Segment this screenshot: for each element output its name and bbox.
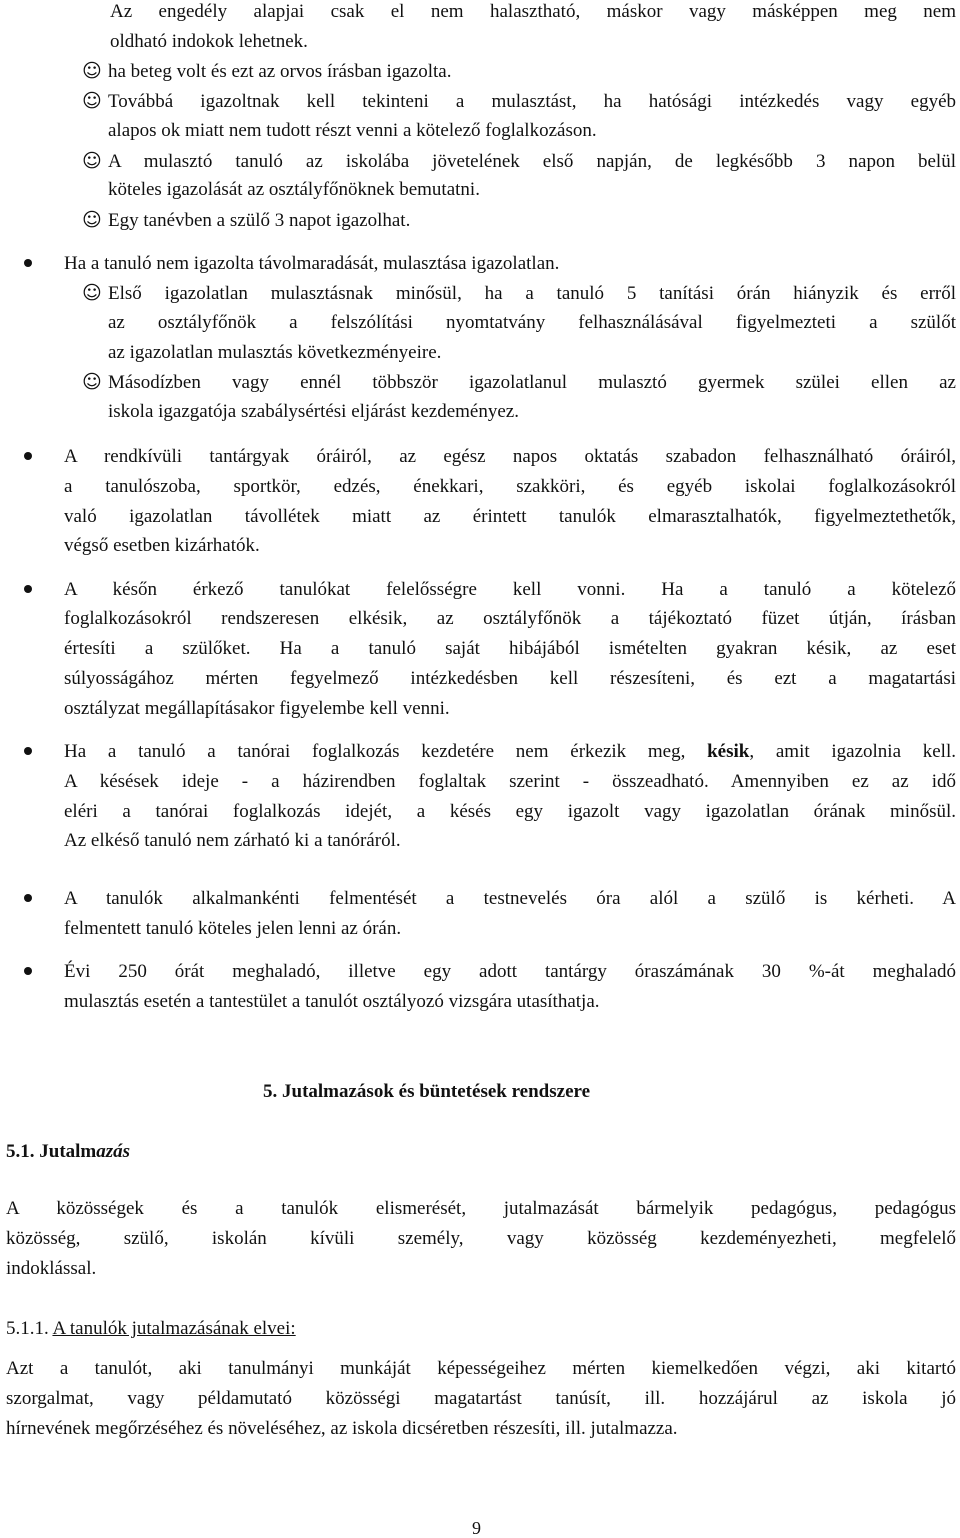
paragraph-line: A közösségek és a tanulók elismerését, jutalmazását bármelyik pedagógus, pedagógus xyxy=(6,1198,956,1219)
bullet-dot-icon xyxy=(24,585,32,593)
smiley-icon: ☺ xyxy=(82,150,102,172)
paragraph-line: Azt a tanulót, aki tanulmányi munkáját képességeihez mérten kiemelkedően végzi, aki kitartó xyxy=(6,1358,956,1379)
paragraph-line: köteles igazolását az osztályfőnöknek bemutatni. xyxy=(108,179,480,200)
bullet-text: Ha a tanuló nem igazolta távolmaradását, mulasztása igazolatlan. xyxy=(64,253,560,274)
smiley-item xyxy=(82,281,956,306)
bullet-dot-icon xyxy=(24,747,32,755)
text-run: Ha a tanuló a tanórai foglalkozás kezdetére nem érkezik meg, xyxy=(64,741,708,762)
smiley-icon: ☺ xyxy=(82,60,102,82)
bullet-text: Évi 250 órát meghaladó, illetve egy adott tantárgy óraszámának 30 %-át meghaladó xyxy=(64,961,956,982)
bullet-text: a tanulószoba, sportkör, edzés, énekkari, szakköri, és egyéb iskolai foglalkozásokról xyxy=(64,476,956,497)
smiley-item xyxy=(82,208,410,233)
bullet-dot-icon xyxy=(24,259,32,267)
bullet-text: mulasztás esetén a tantestület a tanulót osztályozó vizsgára utasíthatja. xyxy=(64,991,600,1012)
paragraph-line: hírnevének megőrzéséhez és növeléséhez, az iskola dicséretben részesíti, ill. jutalmazza. xyxy=(6,1418,678,1439)
smiley-icon: ☺ xyxy=(82,209,102,231)
heading-text-italic: azás xyxy=(96,1141,131,1162)
smiley-item xyxy=(82,59,451,84)
paragraph-line: Az engedély alapjai csak el nem halasztható, máskor vagy másképpen meg nem xyxy=(110,1,956,22)
paragraph-line: indoklással. xyxy=(6,1258,97,1279)
item-text: Első igazolatlan mulasztásnak minősül, ha a tanuló 5 tanítási órán hiányzik és erről xyxy=(108,283,956,304)
bullet-text: A késések ideje - a házirendben foglaltak szerint - összeadható. Amennyiben ez az idő xyxy=(64,771,956,792)
paragraph-line: az igazolatlan mulasztás következményeire. xyxy=(108,342,442,363)
bullet-text: A tanulók alkalmankénti felmentését a testnevelés óra alól a szülő is kérheti. A xyxy=(64,888,956,909)
bullet-text: foglalkozásokról rendszeresen elkésik, az osztályfőnök a tájékoztató füzet útján, írásban xyxy=(64,608,956,629)
item-text: Továbbá igazoltnak kell tekinteni a mulasztást, ha hatósági intézkedés vagy egyéb xyxy=(108,91,956,112)
smiley-icon: ☺ xyxy=(82,282,102,304)
section-title: A tanulók jutalmazásának elvei: xyxy=(52,1318,296,1339)
bullet-text: A későn érkező tanulókat felelősségre kell vonni. Ha a tanuló a kötelező xyxy=(64,579,956,600)
bullet-text: végső esetben kizárhatók. xyxy=(64,535,260,556)
bullet-text: Az elkéső tanuló nem zárható ki a tanóráról. xyxy=(64,830,401,851)
section-number: 5.1.1. xyxy=(6,1318,53,1339)
emphasis-text: késik xyxy=(707,741,750,762)
paragraph-line: oldható indokok lehetnek. xyxy=(110,31,308,52)
item-text: ha beteg volt és ezt az orvos írásban igazolta. xyxy=(108,61,452,82)
paragraph-line: közösség, szülő, iskolán kívüli személy, vagy közösség kezdeményezheti, megfelelő xyxy=(6,1228,956,1249)
paragraph-line: szorgalmat, vagy példamutató közösségi magatartást tanúsít, ill. hozzájárul az iskola jó xyxy=(6,1388,956,1409)
bullet-text: felmentett tanuló köteles jelen lenni az órán. xyxy=(64,918,402,939)
bullet-text: értesíti a szülőket. Ha a tanuló saját hibájából ismételten gyakran késik, az eset xyxy=(64,638,956,659)
bullet-dot-icon xyxy=(24,452,32,460)
bullet-text: eléri a tanórai foglalkozás idejét, a késés egy igazolt vagy igazolatlan órának minősül. xyxy=(64,801,956,822)
smiley-item xyxy=(82,89,956,114)
smiley-item xyxy=(82,149,956,174)
bullet-dot-icon xyxy=(24,967,32,975)
smiley-item xyxy=(82,370,956,395)
item-text: Másodízben vagy ennél többször igazolatlanul mulasztó gyermek szülei ellen az xyxy=(108,372,956,393)
text-run: , amit igazolnia kell. xyxy=(749,741,956,762)
paragraph-line: alapos ok miatt nem tudott részt venni a kötelező foglalkozáson. xyxy=(108,120,597,141)
bullet-text: osztályzat megállapításakor figyelembe kell venni. xyxy=(64,698,450,719)
bullet-dot-icon xyxy=(24,894,32,902)
item-text: A mulasztó tanuló az iskolába jövetelének első napján, de legkésőbb 3 napon belül xyxy=(108,151,956,172)
smiley-icon: ☺ xyxy=(82,90,102,112)
item-text: Egy tanévben a szülő 3 napot igazolhat. xyxy=(108,210,411,231)
bullet-text: A rendkívüli tantárgyak óráiról, az egész napos oktatás szabadon felhasználható óráiról, xyxy=(64,446,956,467)
bullet-text: való igazolatlan távollétek miatt az érintett tanulók elmarasztalhatók, figyelmeztethetők, xyxy=(64,506,956,527)
smiley-icon: ☺ xyxy=(82,371,102,393)
subsection-heading xyxy=(6,1140,130,1164)
subsection-title xyxy=(6,1317,296,1341)
paragraph-line: iskola igazgatója szabálysértési eljárást kezdeményez. xyxy=(108,401,519,422)
bullet-text: súlyosságához mérten fegyelmező intézkedésben kell részesíteni, és ezt a magatartási xyxy=(64,668,956,689)
section-heading: 5. Jutalmazások és büntetések rendszere xyxy=(263,1081,591,1102)
bullet-text xyxy=(64,740,956,764)
heading-text: 5.1. Jutalm xyxy=(6,1141,97,1162)
page-number: 9 xyxy=(472,1518,481,1538)
paragraph-line: az osztályfőnök a felszólítási nyomtatvány felhasználásával figyelmezteti a szülőt xyxy=(108,312,956,333)
